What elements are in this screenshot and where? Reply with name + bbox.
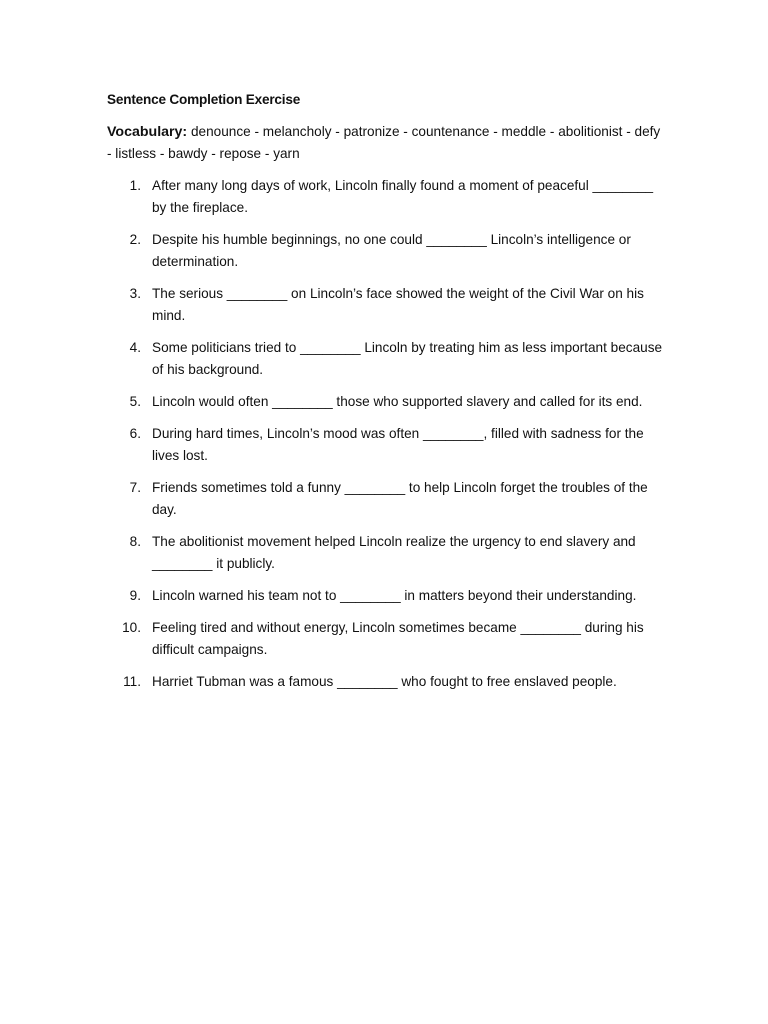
item-text: During hard times, Lincoln’s mood was often ________, filled with sadness for the lives lost. [152, 426, 644, 463]
list-item [107, 229, 667, 273]
document-body [107, 89, 667, 703]
list-item [107, 531, 667, 575]
item-number: 5. [129, 394, 141, 409]
item-number: 4. [129, 340, 141, 355]
document-title: Sentence Completion Exercise [107, 92, 301, 107]
vocabulary-words: denounce - melancholy - patronize - countenance - meddle - abolitionist - defy - listless - bawdy - repose - yarn [107, 124, 661, 161]
item-text: The serious ________ on Lincoln’s face showed the weight of the Civil War on his mind. [152, 286, 644, 323]
list-item [107, 337, 667, 381]
item-text: After many long days of work, Lincoln finally found a moment of peaceful ________ by the fireplace. [152, 178, 654, 215]
item-text: Lincoln warned his team not to ________ in matters beyond their understanding. [152, 588, 637, 603]
list-item [107, 175, 667, 219]
item-text: Lincoln would often ________ those who supported slavery and called for its end. [152, 394, 643, 409]
item-text: Feeling tired and without energy, Lincoln sometimes became ________ during his difficult campaigns. [152, 620, 644, 657]
list-item [107, 617, 667, 661]
list-item [107, 585, 667, 607]
item-number: 11. [123, 674, 141, 689]
vocabulary-line [107, 121, 667, 165]
item-text: Some politicians tried to ________ Lincoln by treating him as less important because of his background. [152, 340, 663, 377]
item-number: 9. [129, 588, 141, 603]
item-number: 7. [129, 480, 141, 495]
exercise-list [107, 175, 667, 693]
list-item [107, 391, 667, 413]
item-text: The abolitionist movement helped Lincoln realize the urgency to end slavery and ________ it publicly. [152, 534, 636, 571]
vocabulary-label: Vocabulary: [107, 124, 188, 140]
item-number: 6. [129, 426, 141, 441]
item-number: 3. [129, 286, 141, 301]
item-number: 2. [129, 232, 141, 247]
item-text: Harriet Tubman was a famous ________ who fought to free enslaved people. [152, 674, 617, 689]
list-item [107, 283, 667, 327]
list-item [107, 477, 667, 521]
item-text: Friends sometimes told a funny ________ to help Lincoln forget the troubles of the day. [152, 480, 648, 517]
item-number: 8. [129, 534, 141, 549]
item-text: Despite his humble beginnings, no one could ________ Lincoln’s intelligence or determination. [152, 232, 631, 269]
item-number: 10. [122, 620, 141, 635]
item-number: 1. [129, 178, 141, 193]
list-item [107, 671, 667, 693]
list-item [107, 423, 667, 467]
